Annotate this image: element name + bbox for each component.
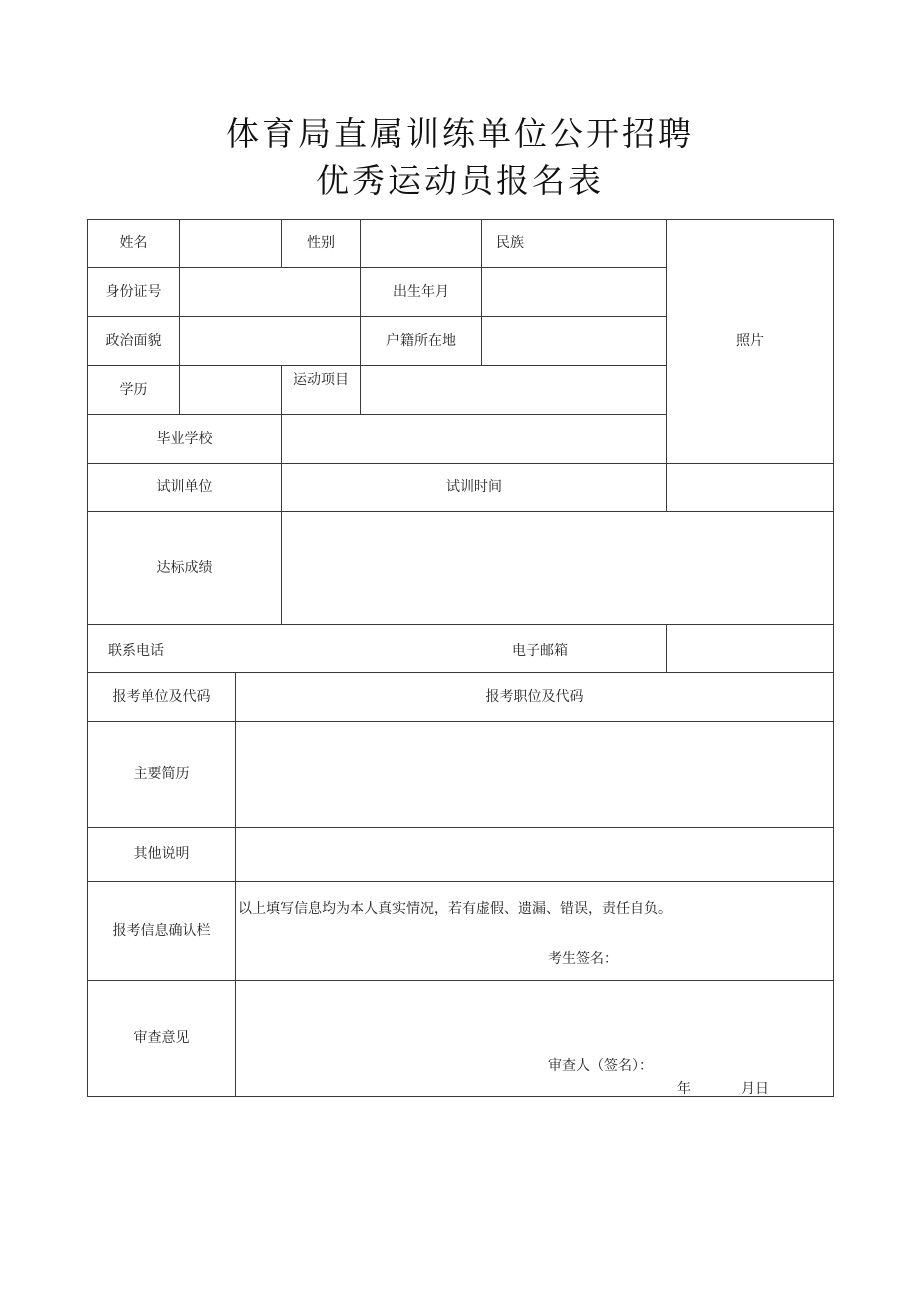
- household-location-field[interactable]: [481, 316, 667, 366]
- graduate-school-field[interactable]: [281, 414, 667, 464]
- email-field[interactable]: [666, 624, 834, 673]
- sport-label: 运动项目: [281, 365, 361, 415]
- review-label: 审查意见: [87, 980, 236, 1097]
- standard-results-field[interactable]: [281, 511, 834, 625]
- birth-date-field[interactable]: [481, 267, 667, 317]
- standard-results-label: 达标成绩: [87, 511, 282, 625]
- phone-field[interactable]: [87, 624, 667, 673]
- phone-label: 联系电话: [108, 643, 164, 659]
- trial-time-label: 试训时间: [281, 463, 667, 512]
- reviewer-signature-label: 审查人（签名）：: [548, 1058, 653, 1074]
- graduate-school-label: 毕业学校: [87, 414, 282, 464]
- household-location-label: 户籍所在地: [360, 316, 482, 366]
- id-number-label: 身份证号: [87, 267, 180, 317]
- position-code-label: 报考职位及代码: [235, 672, 834, 722]
- gender-label: 性别: [281, 219, 361, 268]
- education-label: 学历: [87, 365, 180, 415]
- other-notes-label: 其他说明: [87, 827, 236, 882]
- id-number-field[interactable]: [179, 267, 361, 317]
- name-field[interactable]: [179, 219, 282, 268]
- confirm-box: [235, 881, 834, 981]
- date-year-label: 年: [677, 1081, 691, 1097]
- confirm-statement: 以上填写信息均为本人真实情况，若有虚假、遗漏、错误，责任自负。: [238, 901, 672, 917]
- resume-field[interactable]: [235, 721, 834, 828]
- form-title-line1: 体育局直属训练单位公开招聘: [226, 114, 694, 153]
- ethnicity-label: 民族: [481, 219, 667, 268]
- candidate-signature-label: 考生签名：: [548, 951, 618, 967]
- political-status-field[interactable]: [179, 316, 361, 366]
- education-field[interactable]: [179, 365, 282, 415]
- resume-label: 主要简历: [87, 721, 236, 828]
- confirm-label: 报考信息确认栏: [87, 881, 236, 981]
- email-label: 电子邮箱: [512, 643, 568, 659]
- birth-date-label: 出生年月: [360, 267, 482, 317]
- political-status-label: 政治面貌: [87, 316, 180, 366]
- form-title-line2: 优秀运动员报名表: [316, 161, 604, 200]
- trial-unit-label: 试训单位: [87, 463, 282, 512]
- other-notes-field[interactable]: [235, 827, 834, 882]
- trial-time-field[interactable]: [666, 463, 834, 512]
- sport-field[interactable]: [360, 365, 667, 415]
- name-label: 姓名: [87, 219, 180, 268]
- unit-code-label: 报考单位及代码: [87, 672, 236, 722]
- date-month-day-label: 月日: [741, 1081, 769, 1097]
- photo-box: 照片: [666, 219, 834, 464]
- gender-field[interactable]: [360, 219, 482, 268]
